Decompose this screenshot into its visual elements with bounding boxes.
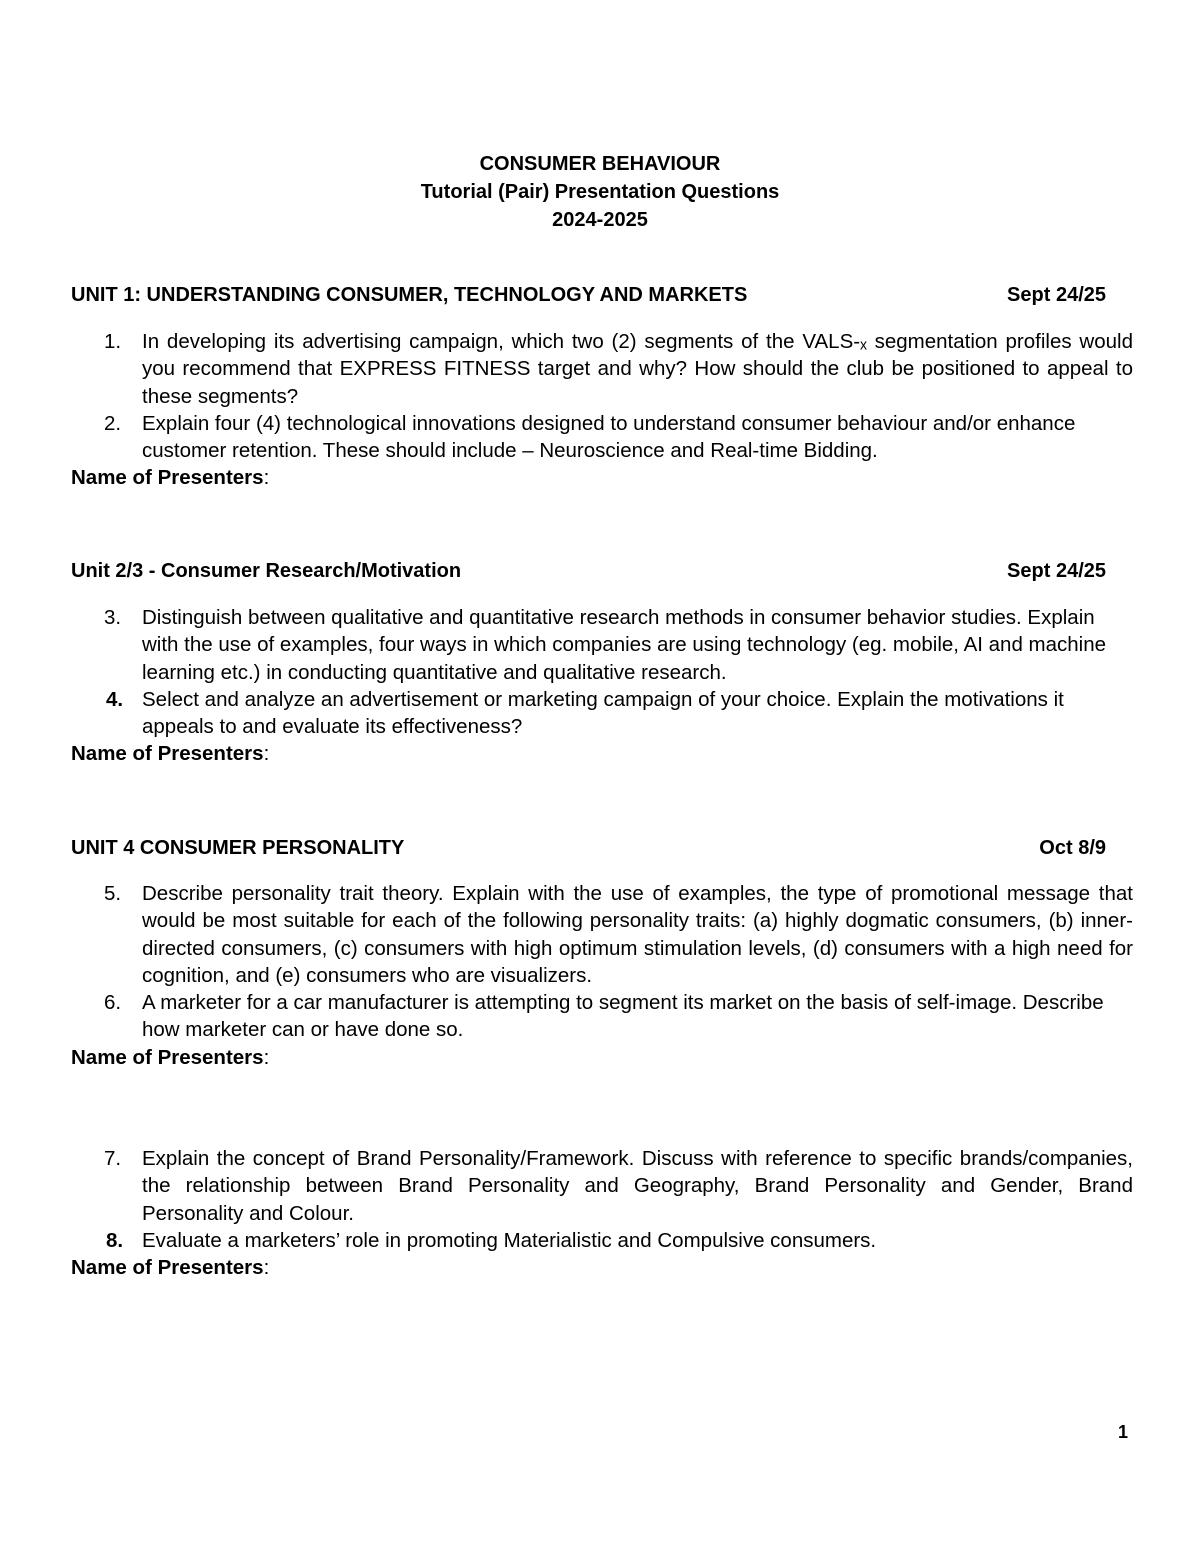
question-list-unit-2-3 (71, 604, 1133, 767)
question-item (71, 328, 1133, 410)
question-number: 3. (104, 606, 122, 629)
question-list-unit-4 (71, 880, 1133, 1071)
question-number: 7. (104, 1147, 122, 1170)
presenters-colon: : (263, 466, 270, 490)
question-text: A marketer for a car manufacturer is attempting to segment its market on the basis of self-image. Describe how marketer can or have done so. (142, 991, 1104, 1042)
question-text: Explain the concept of Brand Personality/Framework. Discuss with reference to specific brands/companies, the relationship between Brand Personality and Geography, Brand Personality and Gender, Brand Personality and Colour. (142, 1147, 1133, 1225)
section-date: Oct 8/9 (1039, 837, 1106, 859)
document-header (0, 150, 1200, 234)
question-text: In developing its advertising campaign, which two (2) segments of the VALS-ₓ segmentation profiles would you recommend that EXPRESS FITNESS target and why? How should the club be positioned to appeal to these segments? (142, 330, 1133, 408)
presenters-field (71, 1044, 1133, 1071)
presenters-label: Name of Presenters (71, 742, 264, 766)
question-list-unit-4-continued (71, 1145, 1133, 1281)
presenters-label: Name of Presenters (71, 1256, 264, 1280)
presenters-colon: : (263, 1045, 270, 1069)
presenters-label: Name of Presenters (71, 1045, 264, 1069)
question-item (71, 880, 1133, 989)
section-date: Sept 24/25 (1007, 284, 1106, 306)
question-number: 4. (106, 687, 124, 711)
presenters-colon: : (263, 1256, 270, 1280)
question-list-unit-1 (71, 328, 1133, 491)
question-text: Distinguish between qualitative and quantitative research methods in consumer behavior studies. Explain with the use of examples, four ways in which companies are using technology (eg. mobile, AI and machine learning etc.) in conducting quantitative and qualitative research. (142, 606, 1107, 684)
question-text: Describe personality trait theory. Explain with the use of examples, the type of promotional message that would be most suitable for each of the following personality traits: (a) highly dogmatic consumers, (b) inner-directed consumers, (c) consumers with high optimum stimulation levels, (d) consumers with a high need for cognition, and (e) consumers who are visualizers. (142, 882, 1133, 987)
question-text: Evaluate a marketers’ role in promoting Materialistic and Compulsive consumers. (142, 1228, 877, 1252)
presenters-field (71, 464, 1133, 491)
question-item (71, 604, 1133, 686)
presenters-field (71, 1254, 1133, 1281)
presenters-field (71, 740, 1133, 767)
page-number: 1 (1118, 1422, 1129, 1442)
question-number: 1. (104, 330, 122, 353)
section-title: UNIT 4 CONSUMER PERSONALITY (71, 837, 405, 859)
presenters-colon: : (263, 742, 270, 766)
section-date: Sept 24/25 (1007, 560, 1106, 582)
question-text: Select and analyze an advertisement or marketing campaign of your choice. Explain the motivations it appeals to and evaluate its effectiveness? (142, 687, 1064, 739)
document-year: 2024-2025 (552, 209, 648, 231)
question-number: 8. (106, 1228, 124, 1252)
question-item (71, 989, 1133, 1044)
question-number: 5. (104, 882, 122, 905)
document-subtitle: Tutorial (Pair) Presentation Questions (420, 181, 780, 203)
question-number: 2. (104, 411, 122, 435)
question-text: Explain four (4) technological innovations designed to understand consumer behaviour and/or enhance customer retention. These should include – Neuroscience and Real-time Bidding. (142, 411, 1076, 463)
section-title: UNIT 1: UNDERSTANDING CONSUMER, TECHNOLOGY AND MARKETS (71, 284, 748, 306)
question-item (71, 686, 1133, 741)
question-item (71, 410, 1133, 465)
question-item (71, 1227, 1133, 1254)
section-title: Unit 2/3 - Consumer Research/Motivation (71, 560, 462, 582)
document-title: CONSUMER BEHAVIOUR (479, 153, 721, 175)
presenters-label: Name of Presenters (71, 466, 264, 490)
question-number: 6. (104, 991, 122, 1015)
question-item (71, 1145, 1133, 1227)
